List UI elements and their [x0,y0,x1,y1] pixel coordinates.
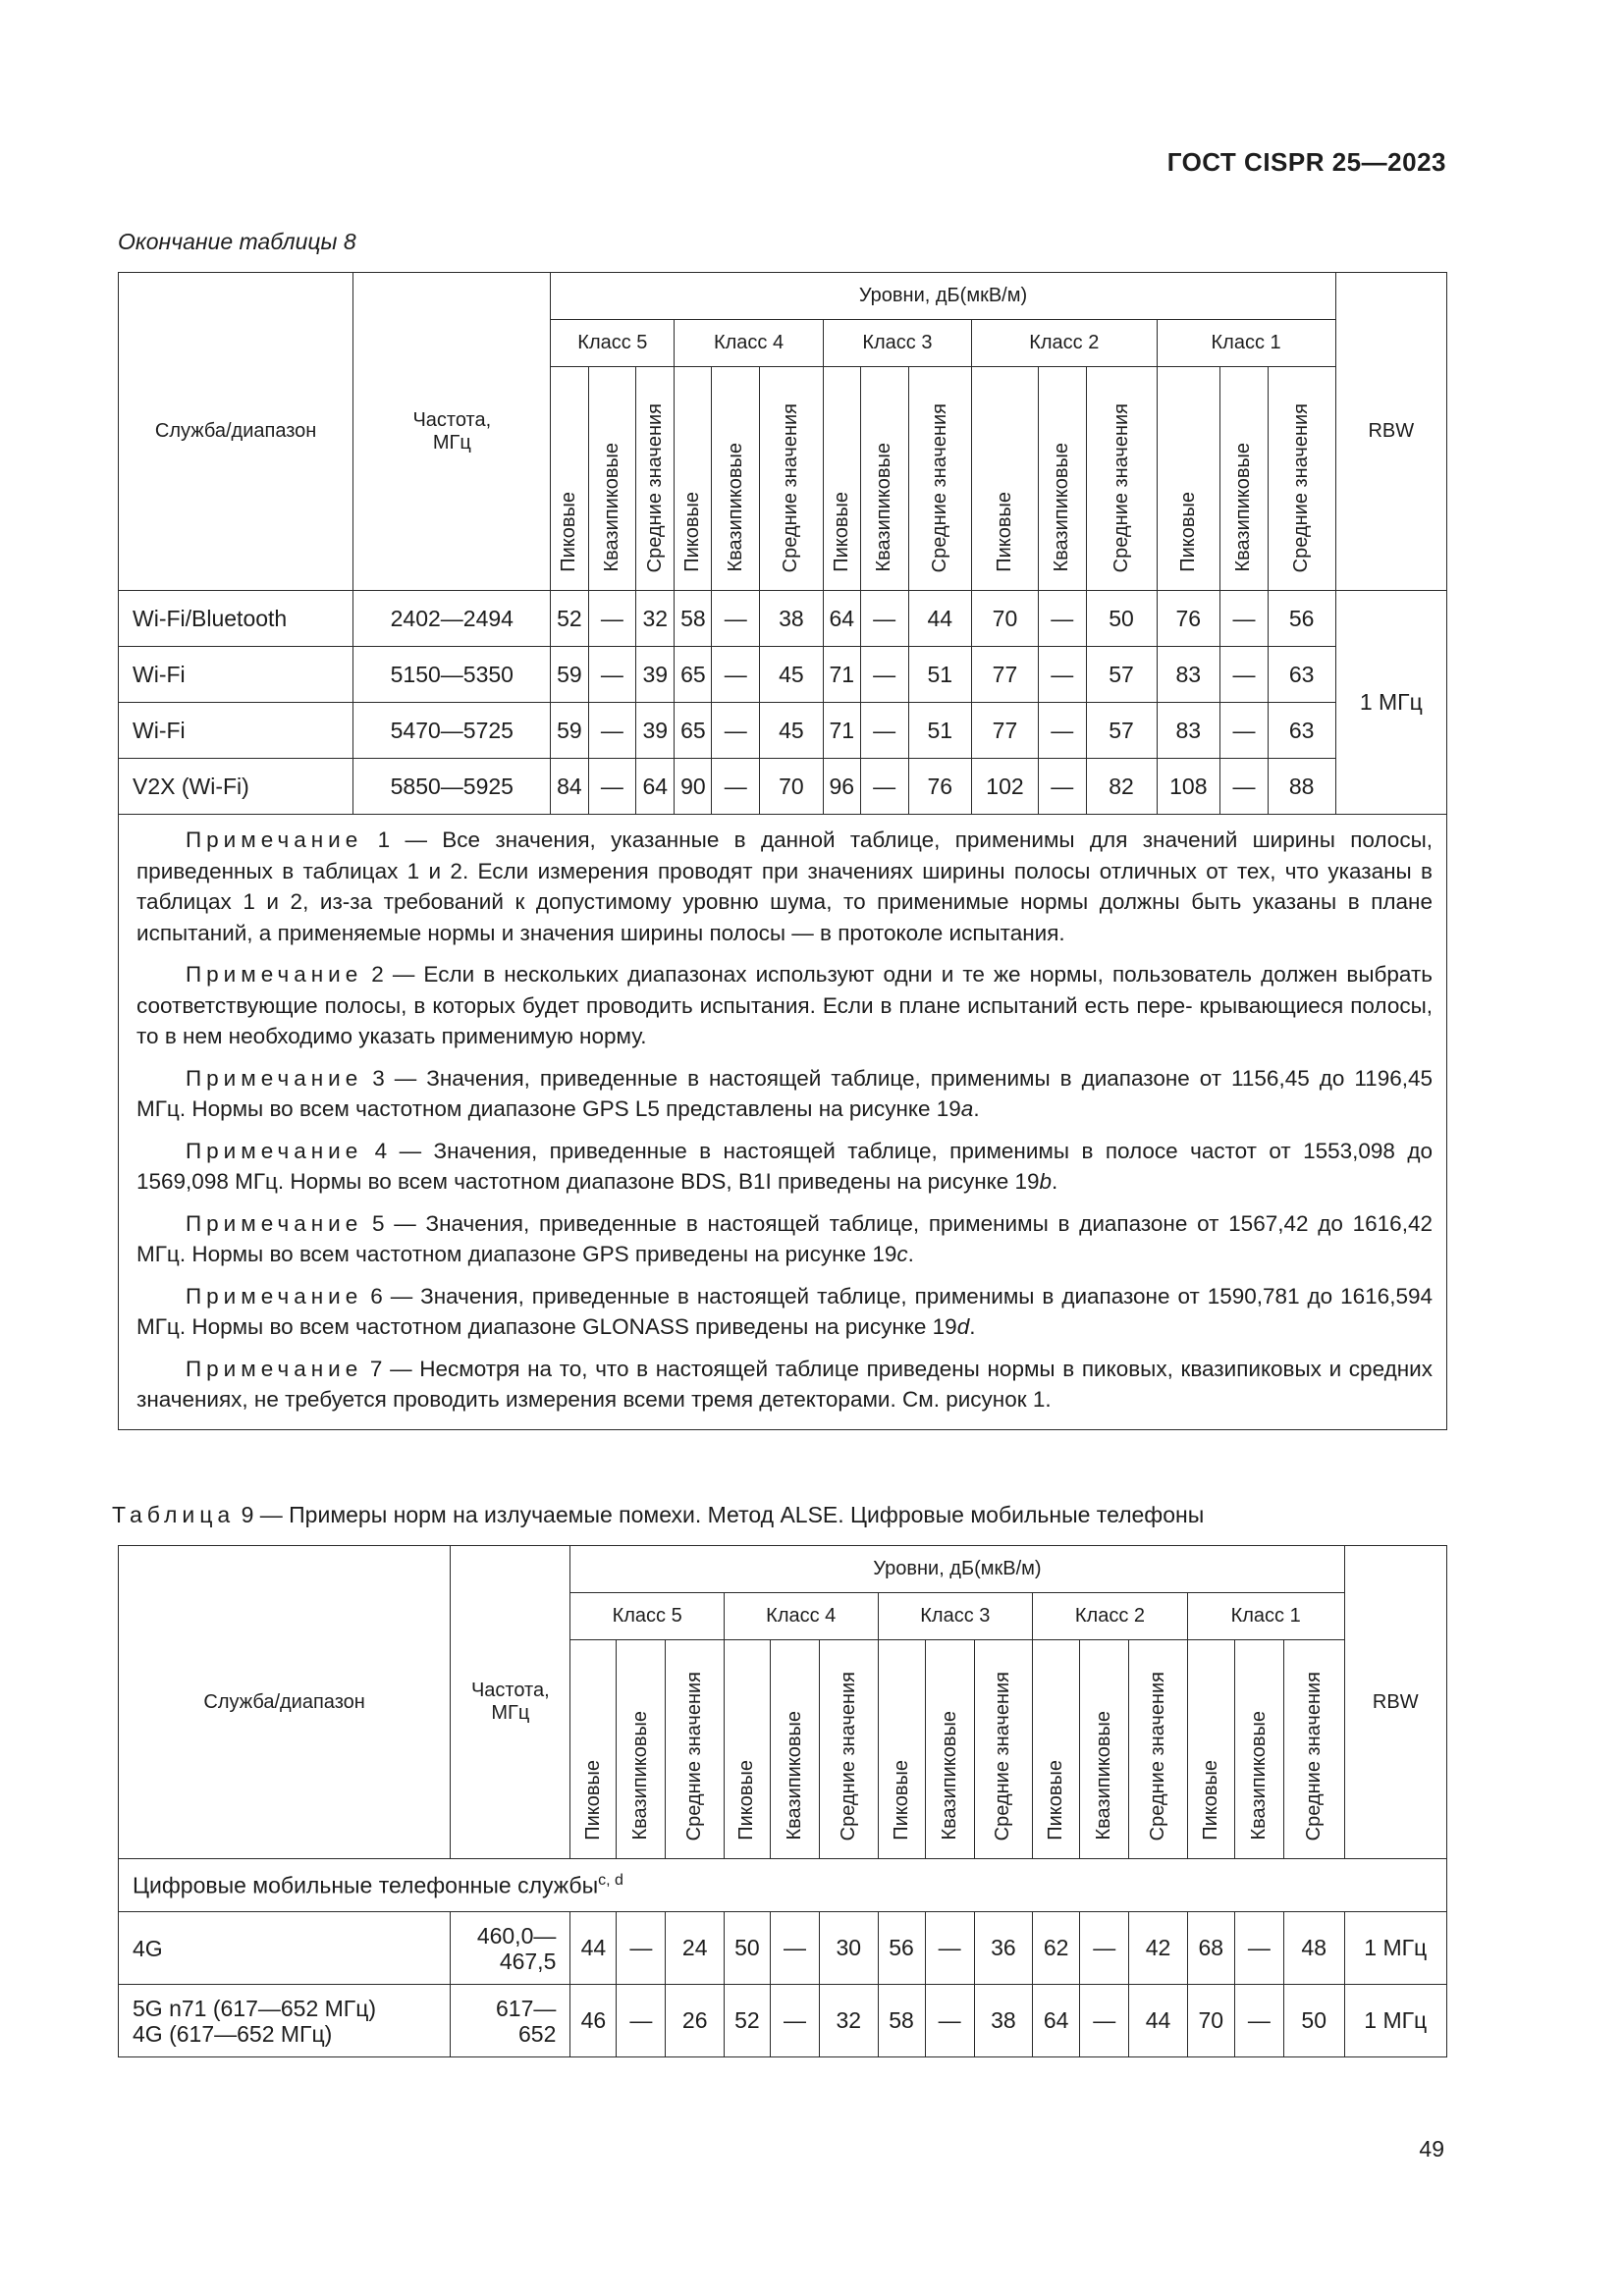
note-text: — Значения, приведенные в настоящей таблице, применимы в диапазоне от 1590,781 до 1616,594 МГц. Нормы во всем частотном диапазоне GLONASS приведены на рисунке 19 [136,1283,1433,1339]
value-cell: 56 [1268,591,1335,647]
table8-notes [119,815,1447,1430]
value-cell: — [1220,647,1269,703]
frequency-cell [451,1985,570,2057]
table-row [119,1912,1447,1985]
detector-average: Средние значения [992,1671,1014,1841]
note-text: — Все значения, указанные в данной таблице, применимы для значений ширины полосы, приведенных в таблицах 1 и 2. Если измерения проводят при значениях ширины полосы отличных от тех, что указаны в таблицах 1 и 2, из-за требований к допустимому уровню шума, то применимые нормы должны быть указаны в плане испытаний, а применяемые нормы и значения ширины полосы — в протоколе испытания. [136,828,1433,945]
note-number: 5 [371,1210,385,1236]
value-cell: 64 [636,759,675,815]
value-cell: 84 [551,759,588,815]
service-header: Служба/диапазон [119,273,353,591]
frequency-cell: 5470—5725 [353,703,551,759]
table8-body [119,591,1447,815]
value-cell: — [617,1912,666,1985]
class-1-header: Класс 1 [1157,320,1335,367]
value-cell: 58 [878,1985,925,2057]
class-3-header: Класс 3 [823,320,971,367]
value-cell: 39 [636,703,675,759]
value-cell: 32 [636,591,675,647]
value-cell: 57 [1086,647,1157,703]
value-cell: 65 [675,703,712,759]
note-text: — Несмотря на то, что в настоящей таблице приведены нормы в пиковых, квазипиковых и средних значениях, не требуется проводить измерения всеми тремя детекторами. См. рисунок 1. [136,1356,1433,1412]
value-cell: 38 [760,591,824,647]
value-cell: 30 [820,1912,879,1985]
table9-caption: Таблица 9 — Примеры норм на излучаемые помехи. Метод ALSE. Цифровые мобильные телефоны [112,1502,1205,1527]
levels-header: Уровни, дБ(мкВ/м) [551,273,1335,320]
value-cell: 62 [1033,1912,1080,1985]
value-cell: 65 [675,647,712,703]
note-end: . [1052,1169,1058,1194]
detector-average: Средние значения [683,1671,706,1841]
note-number: 6 [370,1283,383,1308]
detector-quasipeak: Квазипиковые [1247,1711,1270,1841]
value-cell: 50 [724,1912,770,1985]
value-cell: 90 [675,759,712,815]
service-cell: Wi-Fi [119,647,353,703]
detector-peak: Пиковые [1045,1760,1067,1841]
frequency-line: 617— [496,1995,557,2021]
value-cell: 51 [908,647,972,703]
table8-caption: Окончание таблицы 8 [118,229,356,254]
value-cell: 83 [1157,647,1220,703]
detector-quasipeak: Квазипиковые [783,1711,805,1841]
service-line: 4G [133,1935,163,1961]
service-cell: V2X (Wi-Fi) [119,759,353,815]
value-cell: 50 [1086,591,1157,647]
detector-average: Средние значения [780,402,802,572]
note-end: . [907,1242,914,1266]
frequency-header: Частота, МГц [353,273,551,591]
frequency-cell: 5150—5350 [353,647,551,703]
value-cell: — [860,703,908,759]
value-cell: 50 [1283,1985,1344,2057]
note-number: 7 [369,1356,383,1381]
rbw-header: RBW [1335,273,1446,591]
rbw-header: RBW [1344,1546,1446,1859]
value-cell: — [925,1912,974,1985]
rbw-cell: 1 МГц [1335,591,1446,815]
frequency-line: 460,0— [476,1922,557,1949]
detector-average: Средние значения [1290,402,1313,572]
value-cell: — [1234,1912,1283,1985]
detector-quasipeak: Квазипиковые [873,443,895,572]
value-cell: — [712,591,760,647]
service-cell: Wi-Fi [119,703,353,759]
table-row [119,647,1447,703]
value-cell: 71 [823,703,860,759]
class-5-header: Класс 5 [551,320,675,367]
detector-peak: Пиковые [1199,1760,1221,1841]
note-label: Примечание [186,1283,363,1308]
value-cell: — [1220,591,1269,647]
value-cell: 70 [1187,1985,1234,2057]
value-cell: 88 [1268,759,1335,815]
value-cell: 44 [1129,1985,1188,2057]
detector-quasipeak: Квазипиковые [600,443,623,572]
value-cell: 64 [823,591,860,647]
service-cell: Wi-Fi/Bluetooth [119,591,353,647]
detector-average: Средние значения [1147,1671,1169,1841]
value-cell: — [925,1985,974,2057]
detector-quasipeak: Квазипиковые [1232,443,1255,572]
value-cell: — [770,1985,819,2057]
value-cell: — [1234,1985,1283,2057]
detector-quasipeak: Квазипиковые [724,443,746,572]
note-label: Примечание [186,828,363,852]
document-header: ГОСТ CISPR 25—2023 [1166,147,1446,177]
detector-peak: Пиковые [830,492,852,572]
value-cell: — [712,759,760,815]
frequency-cell: 5850—5925 [353,759,551,815]
value-cell: 63 [1268,703,1335,759]
note-paragraph [136,1136,1433,1198]
value-cell: 44 [570,1912,617,1985]
detector-average: Средние значения [928,402,950,572]
table-row [119,759,1447,815]
value-cell: 68 [1187,1912,1234,1985]
value-cell: 64 [1033,1985,1080,2057]
note-figure-letter: a [960,1096,974,1121]
value-cell: — [860,759,908,815]
note-text: — Значения, приведенные в настоящей таблице, применимы в диапазоне от 1156,45 до 1196,45 МГц. Нормы во всем частотном диапазоне GPS L5 представлены на рисунке 19 [136,1065,1433,1121]
note-figure-letter: d [956,1314,970,1339]
detector-peak: Пиковые [681,492,704,572]
class-3-header: Класс 3 [878,1593,1033,1640]
frequency-cell: 2402—2494 [353,591,551,647]
levels-header: Уровни, дБ(мкВ/м) [570,1546,1344,1593]
table9-body [119,1912,1447,2057]
value-cell: 108 [1157,759,1220,815]
detector-average: Средние значения [643,402,666,572]
value-cell: — [1038,647,1086,703]
note-number: 1 [377,828,391,852]
value-cell: — [770,1912,819,1985]
rbw-cell: 1 МГц [1344,1985,1446,2057]
note-label: Примечание [186,1210,363,1236]
table-9 [118,1545,1447,2057]
value-cell: 32 [820,1985,879,2057]
detector-peak: Пиковые [1176,492,1199,572]
note-paragraph [136,1063,1433,1125]
service-line: 4G (617—652 МГц) [133,2020,333,2047]
table9-category-row: Цифровые мобильные телефонные службы$^{c, d}$ [119,1859,1447,1912]
frequency-line: 652 [518,2020,557,2047]
frequency-cell [451,1912,570,1985]
value-cell: — [860,591,908,647]
class-2-header: Класс 2 [1033,1593,1188,1640]
class-5-header: Класс 5 [570,1593,725,1640]
note-text: — Значения, приведенные в настоящей таблице, применимы в диапазоне от 1567,42 до 1616,42 МГц. Нормы во всем частотном диапазоне GPS приведены на рисунке 19 [136,1210,1433,1266]
note-paragraph [136,959,1433,1052]
value-cell: — [588,759,636,815]
note-number: 2 [371,962,384,987]
value-cell: 39 [636,647,675,703]
value-cell: 96 [823,759,860,815]
service-header: Служба/диапазон [119,1546,451,1859]
value-cell: 70 [972,591,1039,647]
note-label: Примечание [186,1138,363,1163]
value-cell: 76 [1157,591,1220,647]
note-number: 3 [372,1065,385,1091]
value-cell: 24 [666,1912,725,1985]
value-cell: — [1080,1912,1129,1985]
value-cell: 42 [1129,1912,1188,1985]
value-cell: — [1038,591,1086,647]
value-cell: 52 [724,1985,770,2057]
table-row [119,1985,1447,2057]
value-cell: — [712,703,760,759]
note-label: Примечание [186,962,363,987]
service-cell [119,1985,451,2057]
note-number: 4 [374,1138,388,1163]
note-paragraph [136,1208,1433,1270]
value-cell: 52 [551,591,588,647]
value-cell: 38 [974,1985,1033,2057]
value-cell: 76 [908,759,972,815]
table-row [119,591,1447,647]
value-cell: — [588,647,636,703]
value-cell: — [1080,1985,1129,2057]
value-cell: — [1220,759,1269,815]
value-cell: 51 [908,703,972,759]
value-cell: 63 [1268,647,1335,703]
detector-peak: Пиковые [890,1760,912,1841]
frequency-header: Частота, МГц [451,1546,570,1859]
detector-peak: Пиковые [993,492,1015,572]
table-8 [118,272,1447,1430]
value-cell: 45 [760,647,824,703]
detector-quasipeak: Квазипиковые [629,1711,652,1841]
note-paragraph [136,1354,1433,1415]
class-2-header: Класс 2 [972,320,1157,367]
detector-average: Средние значения [837,1671,859,1841]
rbw-cell: 1 МГц [1344,1912,1446,1985]
value-cell: 59 [551,647,588,703]
value-cell: 36 [974,1912,1033,1985]
note-figure-letter: c [896,1242,908,1266]
detector-peak: Пиковые [735,1760,758,1841]
value-cell: 48 [1283,1912,1344,1985]
value-cell: 57 [1086,703,1157,759]
class-1-header: Класс 1 [1187,1593,1344,1640]
note-paragraph [136,1281,1433,1343]
value-cell: 77 [972,647,1039,703]
page-number: 49 [1419,2136,1444,2162]
note-paragraph [136,825,1433,948]
detector-quasipeak: Квазипиковые [1051,443,1073,572]
value-cell: — [1220,703,1269,759]
service-cell [119,1912,451,1985]
value-cell: — [1038,759,1086,815]
value-cell: 46 [570,1985,617,2057]
detector-average: Средние значения [1110,402,1132,572]
frequency-line: 467,5 [499,1948,557,1974]
value-cell: 26 [666,1985,725,2057]
detector-quasipeak: Квазипиковые [938,1711,960,1841]
value-cell: 83 [1157,703,1220,759]
value-cell: — [588,703,636,759]
value-cell: 77 [972,703,1039,759]
value-cell: 70 [760,759,824,815]
note-label: Примечание [186,1065,363,1091]
value-cell: 44 [908,591,972,647]
table-row [119,703,1447,759]
detector-quasipeak: Квазипиковые [1093,1711,1115,1841]
value-cell: — [860,647,908,703]
value-cell: — [712,647,760,703]
note-text: — Значения, приведенные в настоящей таблице, применимы в полосе частот от 1553,098 до 1569,098 МГц. Нормы во всем частотном диапазоне BDS, B1I приведены на рисунке 19 [136,1138,1433,1194]
value-cell: 59 [551,703,588,759]
value-cell: 82 [1086,759,1157,815]
value-cell: — [588,591,636,647]
class-4-header: Класс 4 [675,320,823,367]
value-cell: 56 [878,1912,925,1985]
note-text: — Если в нескольких диапазонах используют одни и те же нормы, пользователь должен выбрать соответствующие полосы, в которых будет проводить испытания. Если в плане испытаний есть пере- крывающиеся полосы, то в нем необходимо указать применимую норму. [136,962,1433,1048]
detector-peak: Пиковые [558,492,580,572]
value-cell: 71 [823,647,860,703]
note-end: . [973,1096,980,1121]
service-line: 5G n71 (617—652 МГц) [133,1995,377,2021]
value-cell: — [617,1985,666,2057]
note-label: Примечание [186,1356,363,1381]
detector-average: Средние значения [1302,1671,1325,1841]
class-4-header: Класс 4 [724,1593,878,1640]
note-end: . [969,1314,976,1339]
note-figure-letter: b [1039,1169,1053,1194]
value-cell: 58 [675,591,712,647]
value-cell: 102 [972,759,1039,815]
detector-peak: Пиковые [581,1760,604,1841]
value-cell: 45 [760,703,824,759]
value-cell: — [1038,703,1086,759]
